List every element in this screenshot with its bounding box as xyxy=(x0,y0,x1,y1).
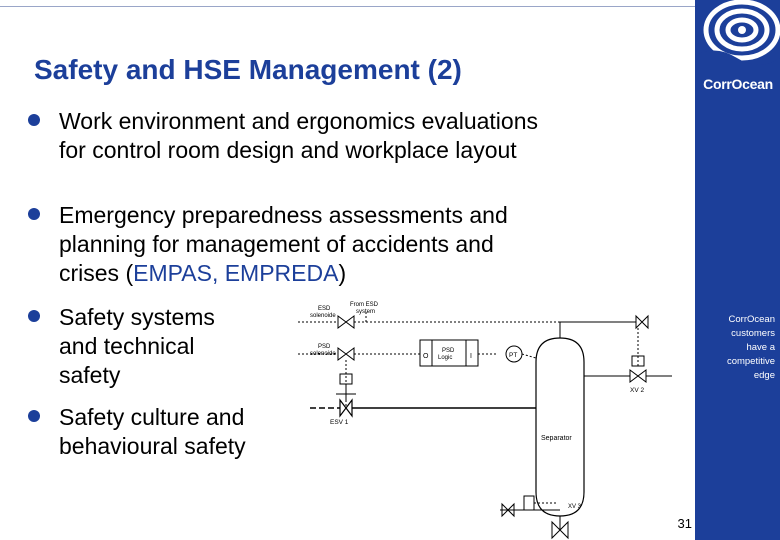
bullet-line: Safety systems xyxy=(59,304,215,330)
bullet-emergency-preparedness xyxy=(28,201,678,288)
from-esd-label: From ESD xyxy=(350,302,379,308)
slogan-line: CorrOcean xyxy=(728,314,775,325)
bullet-dot-icon xyxy=(28,114,40,126)
bullet-safety-culture xyxy=(28,403,298,461)
bullet-text xyxy=(59,201,678,288)
bullet-line: Work environment and ergonomics evaluations xyxy=(59,108,538,134)
esv1-label: ESV 1 xyxy=(330,419,349,426)
bullet-text xyxy=(59,107,678,165)
bullet-safety-systems xyxy=(28,303,288,390)
from-esd-label: system xyxy=(356,309,376,315)
brand-sidebar xyxy=(695,0,780,540)
esv1-actuator xyxy=(340,374,352,384)
bullet-text xyxy=(59,403,298,461)
bullet-text xyxy=(59,303,288,390)
bullet-line xyxy=(59,259,678,288)
bullet-text-segment: crises ( xyxy=(59,260,134,286)
slogan-line: customers xyxy=(731,328,775,339)
page-title: Safety and HSE Management (2) xyxy=(34,54,462,85)
slogan-line: competitive xyxy=(726,356,775,367)
bullet-dot-icon xyxy=(28,310,40,322)
sidebar-slogan xyxy=(699,313,775,383)
highlighted-text: EMPAS, EMPREDA xyxy=(133,260,339,286)
bullet-line: safety xyxy=(59,362,121,388)
bullet-line: and technical xyxy=(59,333,195,359)
esd-label: solenoide xyxy=(310,313,336,319)
psd-logic-label: Logic xyxy=(438,355,453,361)
logic-i-label: I xyxy=(470,353,472,360)
process-safety-diagram xyxy=(280,296,680,540)
slogan-line: edge xyxy=(753,370,775,381)
bullet-line: for control room design and workplace layout xyxy=(59,137,517,163)
bullet-dot-icon xyxy=(28,410,40,422)
xv2-upper-valve-icon xyxy=(636,316,648,328)
psd-label: PSD xyxy=(318,344,331,350)
xv2-valve-icon xyxy=(630,370,646,382)
xv2-label: XV 2 xyxy=(630,387,645,394)
bullet-line: behavioural safety xyxy=(59,433,246,459)
xv3-label: XV 3 xyxy=(568,504,582,510)
bullet-dot-icon xyxy=(28,208,40,220)
psd-label: solenoide xyxy=(310,351,336,357)
psd-logic-label: PSD xyxy=(442,348,455,354)
esv1-valve-icon xyxy=(340,400,352,416)
top-rule xyxy=(0,6,695,7)
page-number: 31 xyxy=(677,516,692,531)
corrocean-emblem-icon xyxy=(695,0,780,70)
separator-label: Separator xyxy=(541,435,572,442)
corrocean-logo-text: CorrOcean xyxy=(703,76,773,92)
pt-label: PT xyxy=(509,352,518,359)
bullet-line: Safety culture and xyxy=(59,404,245,430)
bullet-line: Emergency preparedness assessments and xyxy=(59,202,508,228)
logic-o-label: O xyxy=(423,353,429,360)
bullet-text-segment: ) xyxy=(338,260,347,286)
bullet-line: planning for management of accidents and xyxy=(59,231,494,257)
separator-vessel xyxy=(536,338,584,516)
esd-label: ESD xyxy=(318,306,331,312)
bullet-work-environment xyxy=(28,107,678,165)
slogan-line: have a xyxy=(746,342,775,353)
